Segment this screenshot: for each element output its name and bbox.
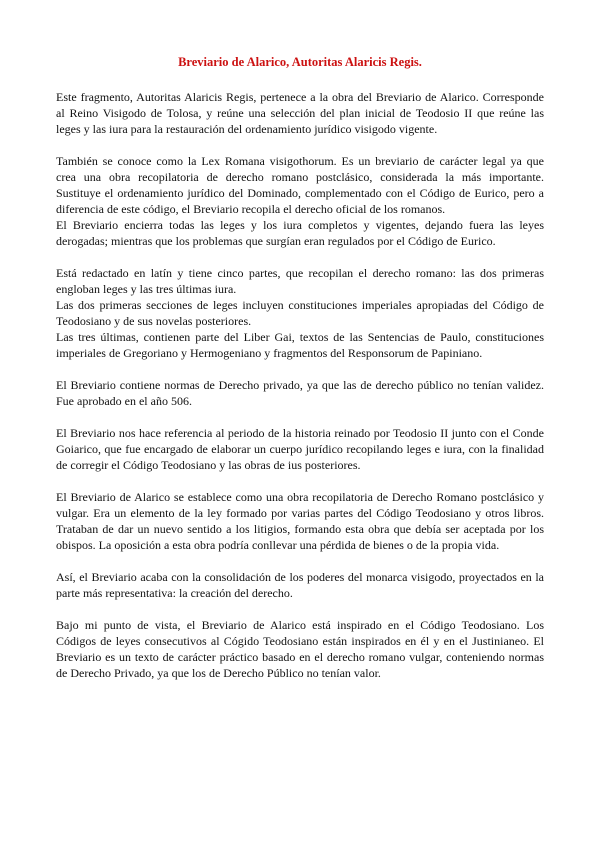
text-line: Sustituye el ordenamiento jurídico del Dominado, complementado con el Código de Eurico, pero a	[56, 186, 544, 200]
text-line: de corregir el Código Teodosiano y las obras de ius posteriores.	[56, 458, 361, 472]
text-line: Goiarico, que fue encargado de elaborar un cuerpo jurídico recopilando leges e iura, con la finalidad	[56, 442, 544, 456]
text-line: Fue aprobado en el año 506.	[56, 394, 192, 408]
text-line: Este fragmento, Autoritas Alaricis Regis, pertenece a la obra del Breviario de Alarico. Corresponde	[56, 90, 544, 104]
text-line: engloban leges y las tres últimas iura.	[56, 282, 237, 296]
text-line: Bajo mi punto de vista, el Breviario de Alarico está inspirado en el Código Teodosiano. Los	[56, 618, 544, 632]
text-line: El Breviario contiene normas de Derecho privado, ya que las de derecho público no tenían validez.	[56, 378, 544, 392]
document-body	[56, 89, 544, 681]
paragraph-4	[56, 377, 544, 409]
document-title: Breviario de Alarico, Autoritas Alaricis Regis.	[178, 55, 422, 69]
paragraph-3	[56, 265, 544, 361]
text-line: El Breviario nos hace referencia al periodo de la historia reinado por Teodosio II junto con el Conde	[56, 426, 544, 440]
text-line: leges y las iura para la restauración del ordenamiento jurídico visigodo vigente.	[56, 122, 438, 136]
text-line: Códigos de leyes consecutivos al Cógido Teodosiano están inspirados en él y en el Justinianeo. El	[56, 634, 544, 648]
text-line: parte más representativa: la creación del derecho.	[56, 586, 293, 600]
paragraph-1	[56, 89, 544, 137]
text-line: crea una obra recopilatoria de derecho romano postclásico, considerada la más importante.	[56, 170, 544, 184]
text-line: Las tres últimas, contienen parte del Liber Gai, textos de las Sentencias de Paulo, constituciones	[56, 330, 544, 344]
text-line: También se conoce como la Lex Romana visigothorum. Es un breviario de carácter legal ya que	[56, 154, 544, 168]
paragraph-8	[56, 617, 544, 681]
text-line: imperiales de Gregoriano y Hermogeniano y fragmentos del Responsorum de Papiniano.	[56, 346, 483, 360]
text-line: Trataban de dar un nuevo sentido a los litigios, formando esta obra que debía ser aceptada por los	[56, 522, 544, 536]
text-line: Teodosiano y de sus novelas posteriores.	[56, 314, 252, 328]
text-line: derogadas; mientras que los problemas que surgían eran regulados por el Código de Eurico.	[56, 234, 496, 248]
paragraph-6	[56, 489, 544, 553]
text-line: Breviario es un texto de carácter práctico basado en el derecho romano vulgar, conteniendo normas	[56, 650, 544, 664]
text-line: diferencia de este código, el Breviario recopila el derecho oficial de los romanos.	[56, 202, 446, 216]
text-line: vulgar. Era un elemento de la ley formado por varias partes del Código Teodosiano y otros libros.	[56, 506, 544, 520]
paragraph-5	[56, 425, 544, 473]
paragraph-2	[56, 153, 544, 249]
text-line: Así, el Breviario acaba con la consolidación de los poderes del monarca visigodo, proyectados en la	[56, 570, 544, 584]
text-line: de Derecho Privado, ya que los de Derecho Público no tenían valor.	[56, 666, 381, 680]
text-line: Está redactado en latín y tiene cinco partes, que recopilan el derecho romano: las dos primeras	[56, 266, 544, 280]
text-line: El Breviario de Alarico se establece como una obra recopilatoria de Derecho Romano postclásico y	[56, 490, 544, 504]
text-line: El Breviario encierra todas las leges y los iura completos y vigentes, dejando fuera las leyes	[56, 218, 544, 232]
text-line: obispos. La oposición a esta obra podría conllevar una pérdida de bienes o de la propia vida.	[56, 538, 500, 552]
text-line: Las dos primeras secciones de leges incluyen constituciones imperiales apropiadas del Código de	[56, 298, 544, 312]
text-line: al Reino Visigodo de Tolosa, y reúne una selección del plan inicial de Teodosio II que reúne las	[56, 106, 544, 120]
paragraph-7	[56, 569, 544, 601]
